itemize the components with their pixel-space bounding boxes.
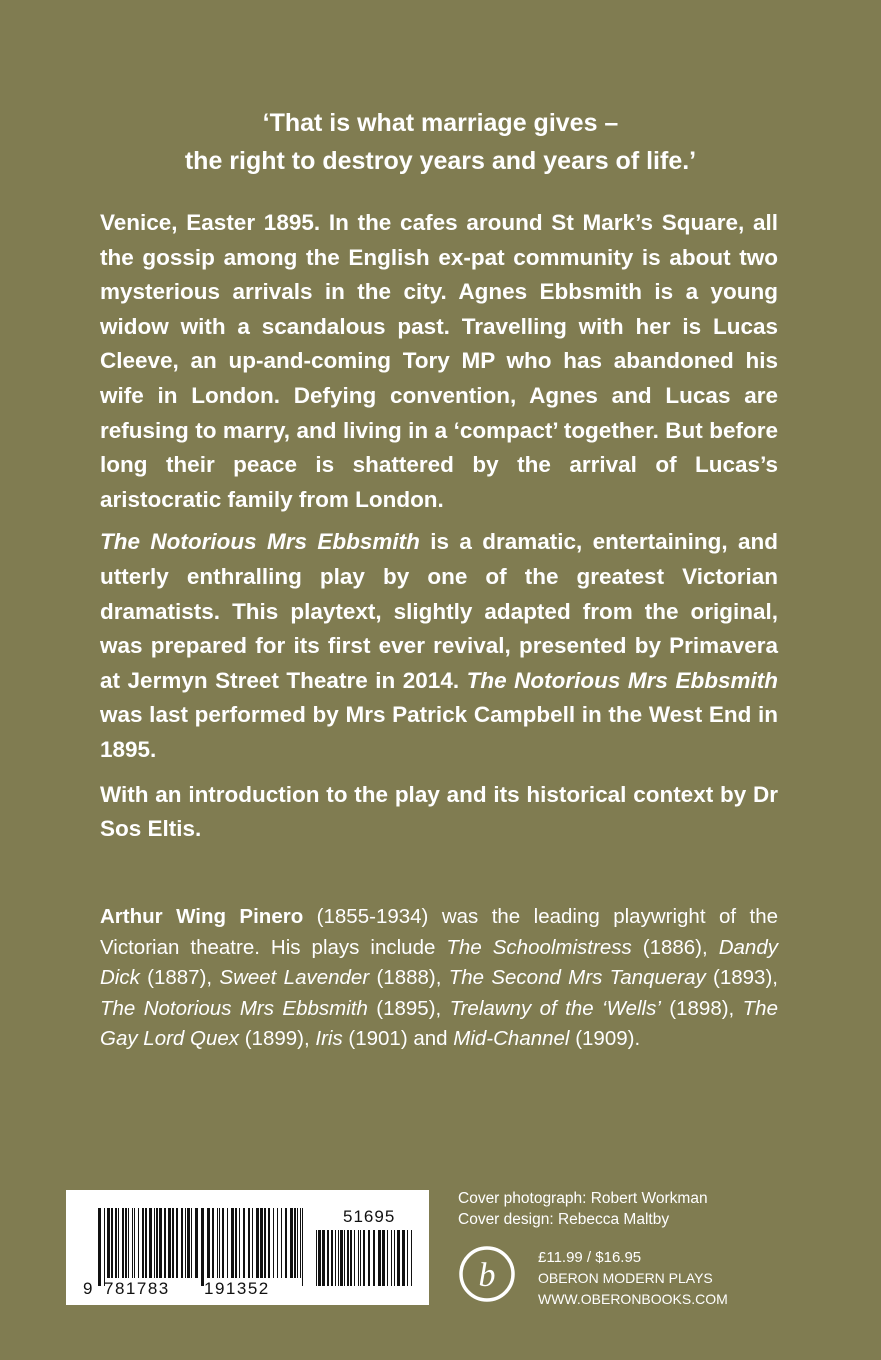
barcode-bar [217, 1208, 218, 1278]
barcode-bar [327, 1230, 329, 1286]
barcode-bar [125, 1208, 127, 1278]
bio-text: (1886), [631, 935, 719, 959]
bio-text: (1855-1934) was the leading playwright of the Victorian theatre. His plays include [100, 905, 778, 959]
quote-line-1: ‘That is what marriage gives – [262, 109, 619, 137]
barcode-bar [402, 1230, 405, 1286]
barcode-bar [185, 1208, 186, 1278]
barcode-bar [156, 1208, 158, 1278]
barcode-bar [195, 1208, 198, 1278]
cover-credits [458, 1188, 858, 1230]
barcode-bar [219, 1208, 220, 1278]
barcode-bar [252, 1208, 253, 1278]
play-work: Sweet Lavender [219, 966, 370, 989]
barcode-bar [368, 1230, 370, 1286]
barcode-bar [115, 1208, 117, 1278]
barcode-bar [176, 1208, 178, 1278]
barcode-bar [297, 1208, 298, 1278]
barcode-bar [354, 1230, 355, 1286]
cover-design-credit: Cover design: Rebecca Maltby [458, 1211, 670, 1228]
barcode-bar [322, 1230, 325, 1286]
barcode-bar [268, 1208, 270, 1278]
barcode-bar [394, 1230, 395, 1286]
isbn-group-2: 191352 [204, 1279, 270, 1298]
cover-photo-credit: Cover photograph: Robert Workman [458, 1190, 708, 1207]
barcode-bar [181, 1208, 183, 1278]
barcode-bar [149, 1208, 152, 1278]
play-title: The Notorious Mrs Ebbsmith [100, 529, 420, 555]
barcode-bar [391, 1230, 392, 1286]
barcode-bar [168, 1208, 171, 1278]
barcode-bar [360, 1230, 361, 1286]
price: £11.99 / $16.95 [538, 1249, 642, 1266]
barcode-bar [397, 1230, 400, 1286]
barcode-bar [344, 1230, 345, 1286]
play-work: The Second Mrs Tanqueray [448, 966, 706, 989]
blurb-paragraph-1: Venice, Easter 1895. In the cafes around St Mark’s Square, all the gossip among the English ex-pat community is about two mysterious arrivals in the city. Agnes Ebbsmith is a young widow with a scandalous past. Travelling with her is Lucas Cleeve, an up-and-coming Tory MP who has abandoned his wife in London. Defying convention, Agnes and Lucas are refusing to marry, and living in a ‘compact’ together. But before long their peace is shattered by the arrival of Lucas’s aristocratic family from London. [100, 210, 778, 512]
blurb-paragraph-2 [100, 525, 778, 767]
barcode-bar [164, 1208, 166, 1278]
oberon-logo-icon [458, 1245, 516, 1303]
barcode-bar [231, 1208, 234, 1278]
barcode-bar [122, 1208, 124, 1278]
barcode-bar [111, 1208, 113, 1278]
isbn-addon: 51695 [343, 1207, 396, 1226]
barcode-bar [300, 1208, 301, 1278]
bio-text: (1895), [367, 996, 450, 1020]
barcode-bar [411, 1230, 412, 1286]
bio-text: (1893), [705, 966, 778, 989]
barcode-bar [302, 1208, 303, 1286]
barcode-bar [134, 1208, 135, 1278]
barcode-bar [243, 1208, 245, 1278]
bio-text: (1888), [369, 966, 449, 989]
publisher-info [538, 1247, 858, 1310]
blurb [100, 206, 778, 855]
play-work: Mid-Channel [453, 1027, 570, 1050]
barcode-bar [256, 1208, 259, 1278]
barcode-bar [281, 1208, 282, 1278]
blurb-text: is a dramatic, entertaining, and utterly enthralling play by one of the greatest Victorian dramatists. This playtext, slightly adapted from the original, was prepared for its first ever revival, presented by Primavera at Jermyn Street Theatre in 2014. [100, 529, 778, 693]
barcode-graphic [66, 1190, 429, 1305]
bio-text: (1887), [139, 966, 220, 989]
barcode-bar [318, 1230, 321, 1286]
barcode-bar [316, 1230, 317, 1286]
publisher-website[interactable]: WWW.OBERONBOOKS.COM [538, 1291, 728, 1307]
barcode-bar [387, 1230, 388, 1286]
blurb-text: was last performed by Mrs Patrick Campbell in the West End in 1895. [100, 702, 778, 762]
barcode-bar [239, 1208, 240, 1278]
barcode-bar [331, 1230, 333, 1286]
barcode-bar [340, 1230, 343, 1286]
play-work: Dandy Dick [100, 935, 778, 989]
play-work: Trelawny of the ‘Wells’ [449, 996, 661, 1020]
logo-letter: b [478, 1257, 496, 1294]
barcode-bar [187, 1208, 190, 1278]
barcode-bar [128, 1208, 129, 1278]
quote-line-2: the right to destroy years and years of life.’ [184, 147, 697, 175]
barcode-bar [107, 1208, 110, 1278]
barcode-bar [264, 1208, 266, 1278]
barcode-bar [335, 1230, 336, 1286]
barcode-bar [273, 1208, 274, 1278]
barcode-bar [138, 1208, 139, 1278]
bio-text: (1901) and [342, 1027, 454, 1050]
barcode-bar [350, 1230, 352, 1286]
barcode-bar [363, 1230, 365, 1286]
isbn-first-digit: 9 [83, 1279, 93, 1298]
barcode-bar [172, 1208, 174, 1278]
barcode-bar [235, 1208, 237, 1278]
barcode-bar [159, 1208, 162, 1278]
isbn-group-1: 781783 [104, 1279, 170, 1298]
barcode-bar [201, 1208, 204, 1286]
series-name: OBERON MODERN PLAYS [538, 1270, 713, 1286]
barcode-bar [407, 1230, 408, 1286]
barcode-bar [338, 1230, 339, 1286]
barcode-bar [207, 1208, 210, 1278]
barcode-bar [132, 1208, 133, 1278]
barcode-bar [277, 1208, 278, 1278]
barcode-bar [154, 1208, 155, 1278]
barcode-bar [290, 1208, 293, 1278]
barcode-bar [142, 1208, 144, 1278]
barcode-bar [145, 1208, 147, 1278]
barcode-bar [378, 1230, 381, 1286]
play-work: The Gay Lord Quex [100, 996, 778, 1050]
play-work: The Notorious Mrs Ebbsmith [100, 996, 368, 1020]
bio-text: (1899), [239, 1027, 316, 1050]
barcode-bar [358, 1230, 359, 1286]
bio-text: (1909). [569, 1027, 641, 1050]
barcode-bar [118, 1208, 119, 1278]
barcode-bar [382, 1230, 385, 1286]
barcode-bar [373, 1230, 375, 1286]
bio-text: (1898), [660, 996, 743, 1020]
barcode-bar [98, 1208, 101, 1286]
barcode-bar [212, 1208, 214, 1278]
play-title: The Notorious Mrs Ebbsmith [466, 667, 778, 693]
pull-quote [60, 104, 821, 180]
barcode-bar [294, 1208, 296, 1278]
barcode-bar [260, 1208, 263, 1278]
barcode-bar [227, 1208, 228, 1278]
play-work: Iris [315, 1027, 343, 1050]
barcode-bar [248, 1208, 250, 1278]
barcode-bar [347, 1230, 349, 1286]
barcode-bar [104, 1208, 105, 1286]
barcode-bar [222, 1208, 224, 1278]
author-name: Arthur Wing Pinero [100, 905, 304, 928]
barcode-bar [285, 1208, 287, 1278]
author-bio [100, 902, 778, 1055]
blurb-paragraph-3: With an introduction to the play and its historical context by Dr Sos Eltis. [100, 781, 778, 842]
play-work: The Schoolmistress [446, 935, 632, 959]
barcode-bar [191, 1208, 192, 1278]
isbn-barcode [66, 1190, 429, 1305]
